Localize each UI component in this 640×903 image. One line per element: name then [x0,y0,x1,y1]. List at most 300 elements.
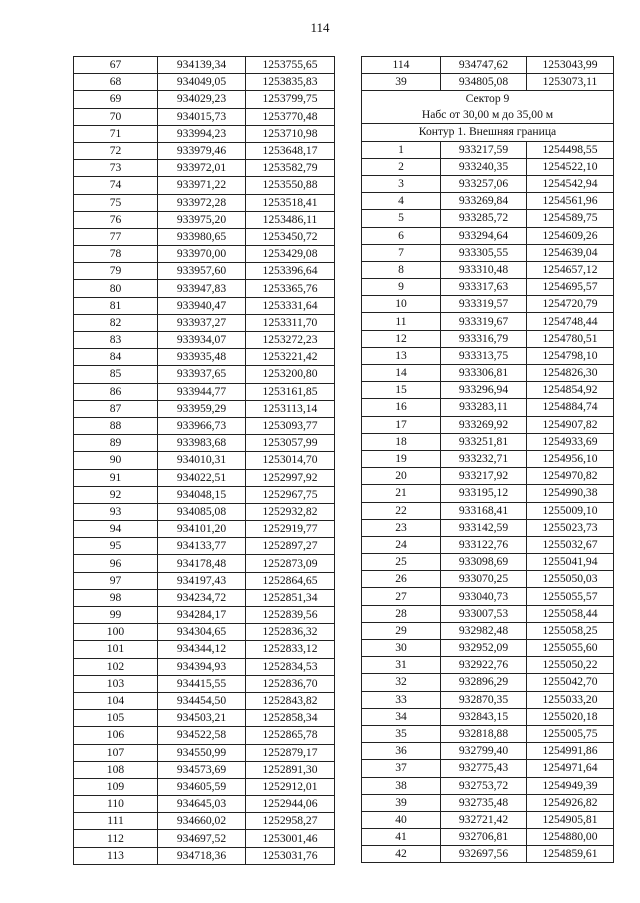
point-number-cell: 101 [74,641,158,658]
y-coordinate-cell: 1254798,10 [527,347,614,364]
y-coordinate-cell: 1252836,32 [246,624,335,641]
x-coordinate-cell: 934234,72 [158,589,246,606]
x-coordinate-cell: 934394,93 [158,658,246,675]
y-coordinate-cell: 1254907,82 [527,416,614,433]
x-coordinate-cell: 934503,21 [158,710,246,727]
x-coordinate-cell: 934284,17 [158,607,246,624]
table-row [74,142,335,159]
x-coordinate-cell: 933306,81 [441,365,527,382]
y-coordinate-cell: 1254639,04 [527,244,614,261]
x-coordinate-cell: 933310,48 [441,261,527,278]
point-number-cell: 5 [362,210,441,227]
x-coordinate-cell: 933257,06 [441,175,527,192]
point-number-cell: 96 [74,555,158,572]
x-coordinate-cell: 933240,35 [441,158,527,175]
y-coordinate-cell: 1252833,12 [246,641,335,658]
x-coordinate-cell: 934522,58 [158,727,246,744]
table-row [362,811,614,828]
y-coordinate-cell: 1253835,83 [246,74,335,91]
point-number-cell: 14 [362,365,441,382]
x-coordinate-cell: 934048,15 [158,486,246,503]
point-number-cell: 95 [74,538,158,555]
point-number-cell: 34 [362,708,441,725]
x-coordinate-cell: 933098,69 [441,554,527,571]
point-number-cell: 70 [74,108,158,125]
point-number-cell: 107 [74,744,158,761]
point-number-cell: 38 [362,777,441,794]
x-coordinate-cell: 933937,27 [158,314,246,331]
point-number-cell: 30 [362,640,441,657]
table-row [362,536,614,553]
table-row [74,589,335,606]
table-row [362,57,614,74]
table-row [362,279,614,296]
point-number-cell: 1 [362,141,441,158]
point-number-cell: 86 [74,383,158,400]
point-number-cell: 27 [362,588,441,605]
point-number-cell: 111 [74,813,158,830]
table-row [74,796,335,813]
point-number-cell: 76 [74,211,158,228]
x-coordinate-cell: 933994,23 [158,125,246,142]
point-number-cell: 104 [74,692,158,709]
point-number-cell: 94 [74,521,158,538]
point-number-cell: 22 [362,502,441,519]
table-row [362,708,614,725]
x-coordinate-cell: 933975,20 [158,211,246,228]
point-number-cell: 84 [74,349,158,366]
x-coordinate-cell: 934304,65 [158,624,246,641]
y-coordinate-cell: 1253365,76 [246,280,335,297]
table-row [362,227,614,244]
point-number-cell: 41 [362,829,441,846]
y-coordinate-cell: 1254859,61 [527,846,614,863]
point-number-cell: 93 [74,503,158,520]
contour-title: Контур 1. Внешняя граница [362,124,614,141]
table-row [362,296,614,313]
table-row [362,450,614,467]
point-number-cell: 71 [74,125,158,142]
y-coordinate-cell: 1252851,34 [246,589,335,606]
y-coordinate-cell: 1254949,39 [527,777,614,794]
x-coordinate-cell: 932697,56 [441,846,527,863]
point-number-cell: 23 [362,519,441,536]
x-coordinate-cell: 933980,65 [158,228,246,245]
y-coordinate-cell: 1254926,82 [527,794,614,811]
point-number-cell: 98 [74,589,158,606]
x-coordinate-cell: 934133,77 [158,538,246,555]
point-number-cell: 114 [362,57,441,74]
point-number-cell: 92 [74,486,158,503]
point-number-cell: 42 [362,846,441,863]
x-coordinate-cell: 933296,94 [441,382,527,399]
table-row [74,692,335,709]
table-row [74,125,335,142]
x-coordinate-cell: 933195,12 [441,485,527,502]
y-coordinate-cell: 1254970,82 [527,468,614,485]
x-coordinate-cell: 933305,55 [441,244,527,261]
x-coordinate-cell: 933944,77 [158,383,246,400]
x-coordinate-cell: 932982,48 [441,622,527,639]
y-coordinate-cell: 1252834,53 [246,658,335,675]
point-number-cell: 75 [74,194,158,211]
table-row [74,435,335,452]
table-row [74,263,335,280]
y-coordinate-cell: 1252858,34 [246,710,335,727]
table-row [362,725,614,742]
x-coordinate-cell: 934022,51 [158,469,246,486]
table-row [362,382,614,399]
point-number-cell: 31 [362,657,441,674]
y-coordinate-cell: 1253582,79 [246,160,335,177]
point-number-cell: 106 [74,727,158,744]
sector-title: Сектор 9 [465,92,510,106]
left-coordinates-table [73,56,335,865]
table-row [74,469,335,486]
y-coordinate-cell: 1252944,06 [246,796,335,813]
x-coordinate-cell: 933269,84 [441,193,527,210]
point-number-cell: 77 [74,228,158,245]
x-coordinate-cell: 933957,60 [158,263,246,280]
point-number-cell: 25 [362,554,441,571]
y-coordinate-cell: 1253001,46 [246,830,335,847]
table-row [74,452,335,469]
point-number-cell: 3 [362,175,441,192]
y-coordinate-cell: 1254542,94 [527,175,614,192]
point-number-cell: 13 [362,347,441,364]
y-coordinate-cell: 1254695,57 [527,279,614,296]
y-coordinate-cell: 1254991,86 [527,743,614,760]
table-row [74,91,335,108]
y-coordinate-cell: 1255058,25 [527,622,614,639]
point-number-cell: 18 [362,433,441,450]
y-coordinate-cell: 1253710,98 [246,125,335,142]
y-coordinate-cell: 1254589,75 [527,210,614,227]
table-row [362,193,614,210]
table-row [362,175,614,192]
y-coordinate-cell: 1253113,14 [246,400,335,417]
y-coordinate-cell: 1254748,44 [527,313,614,330]
table-row [74,710,335,727]
table-row [74,194,335,211]
table-row [74,572,335,589]
x-coordinate-cell: 932870,35 [441,691,527,708]
table-row [362,846,614,863]
table-row [74,400,335,417]
point-number-cell: 26 [362,571,441,588]
y-coordinate-cell: 1255023,73 [527,519,614,536]
x-coordinate-cell: 934139,34 [158,57,246,74]
point-number-cell: 91 [74,469,158,486]
x-coordinate-cell: 933283,11 [441,399,527,416]
table-row [362,261,614,278]
y-coordinate-cell: 1253396,64 [246,263,335,280]
point-number-cell: 80 [74,280,158,297]
table-row [362,210,614,227]
point-number-cell: 88 [74,417,158,434]
point-number-cell: 90 [74,452,158,469]
x-coordinate-cell: 933317,63 [441,279,527,296]
table-row [362,554,614,571]
x-coordinate-cell: 932952,09 [441,640,527,657]
table-row [74,57,335,74]
y-coordinate-cell: 1255050,03 [527,571,614,588]
y-coordinate-cell: 1254720,79 [527,296,614,313]
x-coordinate-cell: 934101,20 [158,521,246,538]
x-coordinate-cell: 934454,50 [158,692,246,709]
table-row [362,794,614,811]
table-row [74,160,335,177]
x-coordinate-cell: 933316,79 [441,330,527,347]
x-coordinate-cell: 934415,55 [158,675,246,692]
table-row [362,674,614,691]
x-coordinate-cell: 933070,25 [441,571,527,588]
table-row [362,485,614,502]
point-number-cell: 32 [362,674,441,691]
point-number-cell: 39 [362,794,441,811]
x-coordinate-cell: 933217,92 [441,468,527,485]
table-row [362,365,614,382]
table-row [74,658,335,675]
y-coordinate-cell: 1255009,10 [527,502,614,519]
point-number-cell: 67 [74,57,158,74]
y-coordinate-cell: 1252912,01 [246,778,335,795]
y-coordinate-cell: 1255033,20 [527,691,614,708]
y-coordinate-cell: 1253221,42 [246,349,335,366]
point-number-cell: 35 [362,725,441,742]
point-number-cell: 82 [74,314,158,331]
x-coordinate-cell: 933937,65 [158,366,246,383]
point-number-cell: 29 [362,622,441,639]
x-coordinate-cell: 934178,48 [158,555,246,572]
table-row [74,761,335,778]
table-row [74,555,335,572]
table-row [362,622,614,639]
point-number-cell: 21 [362,485,441,502]
table-row [74,417,335,434]
x-coordinate-cell: 933979,46 [158,142,246,159]
x-coordinate-cell: 933983,68 [158,435,246,452]
point-number-cell: 37 [362,760,441,777]
x-coordinate-cell: 934049,05 [158,74,246,91]
y-coordinate-cell: 1253648,17 [246,142,335,159]
table-row [74,624,335,641]
point-number-cell: 100 [74,624,158,641]
point-number-cell: 8 [362,261,441,278]
point-number-cell: 39 [362,74,441,91]
y-coordinate-cell: 1254522,10 [527,158,614,175]
table-row [74,332,335,349]
table-row [74,383,335,400]
table-row [362,141,614,158]
x-coordinate-cell: 934660,02 [158,813,246,830]
y-coordinate-cell: 1255032,67 [527,536,614,553]
point-number-cell: 17 [362,416,441,433]
table-row [74,314,335,331]
y-coordinate-cell: 1255020,18 [527,708,614,725]
table-row [362,399,614,416]
left-table-body [74,57,335,865]
point-number-cell: 103 [74,675,158,692]
y-coordinate-cell: 1254561,96 [527,193,614,210]
point-number-cell: 68 [74,74,158,91]
point-number-cell: 24 [362,536,441,553]
y-coordinate-cell: 1253031,76 [246,847,335,864]
y-coordinate-cell: 1252932,82 [246,503,335,520]
x-coordinate-cell: 932843,15 [441,708,527,725]
sector-header-cell [362,91,614,124]
y-coordinate-cell: 1255055,57 [527,588,614,605]
y-coordinate-cell: 1252864,65 [246,572,335,589]
table-row [362,313,614,330]
y-coordinate-cell: 1252891,30 [246,761,335,778]
point-number-cell: 36 [362,743,441,760]
point-number-cell: 11 [362,313,441,330]
table-row [362,640,614,657]
x-coordinate-cell: 932753,72 [441,777,527,794]
x-coordinate-cell: 934718,36 [158,847,246,864]
table-row [74,228,335,245]
point-number-cell: 9 [362,279,441,296]
x-coordinate-cell: 933269,92 [441,416,527,433]
point-number-cell: 7 [362,244,441,261]
y-coordinate-cell: 1255005,75 [527,725,614,742]
table-row [362,743,614,760]
y-coordinate-cell: 1253073,11 [527,74,614,91]
y-coordinate-cell: 1253093,77 [246,417,335,434]
y-coordinate-cell: 1252865,78 [246,727,335,744]
point-number-cell: 102 [74,658,158,675]
x-coordinate-cell: 933966,73 [158,417,246,434]
point-number-cell: 109 [74,778,158,795]
x-coordinate-cell: 934747,62 [441,57,527,74]
page-number: 114 [310,20,330,35]
table-row [362,691,614,708]
table-row [74,177,335,194]
y-coordinate-cell: 1254905,81 [527,811,614,828]
table-row [362,158,614,175]
point-number-cell: 15 [362,382,441,399]
table-row [362,519,614,536]
y-coordinate-cell: 1252967,75 [246,486,335,503]
y-coordinate-cell: 1253429,08 [246,246,335,263]
x-coordinate-cell: 932706,81 [441,829,527,846]
table-row [74,744,335,761]
y-coordinate-cell: 1254971,64 [527,760,614,777]
table-row [74,108,335,125]
table-row [362,777,614,794]
y-coordinate-cell: 1253200,80 [246,366,335,383]
point-number-cell: 110 [74,796,158,813]
right-table-body [362,57,614,863]
table-row [74,521,335,538]
x-coordinate-cell: 933168,41 [441,502,527,519]
x-coordinate-cell: 933972,28 [158,194,246,211]
y-coordinate-cell: 1253755,65 [246,57,335,74]
x-coordinate-cell: 933940,47 [158,297,246,314]
y-coordinate-cell: 1254657,12 [527,261,614,278]
table-row [362,571,614,588]
x-coordinate-cell: 932818,88 [441,725,527,742]
table-row [74,813,335,830]
y-coordinate-cell: 1253486,11 [246,211,335,228]
x-coordinate-cell: 933972,01 [158,160,246,177]
point-number-cell: 74 [74,177,158,194]
y-coordinate-cell: 1253550,88 [246,177,335,194]
y-coordinate-cell: 1252839,56 [246,607,335,624]
table-row [74,847,335,864]
x-coordinate-cell: 932735,48 [441,794,527,811]
point-number-cell: 20 [362,468,441,485]
x-coordinate-cell: 934344,12 [158,641,246,658]
x-coordinate-cell: 934197,43 [158,572,246,589]
x-coordinate-cell: 932922,76 [441,657,527,674]
x-coordinate-cell: 934605,59 [158,778,246,795]
point-number-cell: 78 [74,246,158,263]
y-coordinate-cell: 1254498,55 [527,141,614,158]
x-coordinate-cell: 934085,08 [158,503,246,520]
y-coordinate-cell: 1253272,23 [246,332,335,349]
y-coordinate-cell: 1253014,70 [246,452,335,469]
table-row [362,468,614,485]
x-coordinate-cell: 933959,29 [158,400,246,417]
y-coordinate-cell: 1252879,17 [246,744,335,761]
y-coordinate-cell: 1255041,94 [527,554,614,571]
table-row [74,727,335,744]
point-number-cell: 4 [362,193,441,210]
y-coordinate-cell: 1254609,26 [527,227,614,244]
table-row [362,416,614,433]
table-row [74,246,335,263]
y-coordinate-cell: 1254880,00 [527,829,614,846]
y-coordinate-cell: 1252836,70 [246,675,335,692]
y-coordinate-cell: 1254990,38 [527,485,614,502]
point-number-cell: 79 [74,263,158,280]
x-coordinate-cell: 932896,29 [441,674,527,691]
point-number-cell: 28 [362,605,441,622]
table-row [74,486,335,503]
x-coordinate-cell: 933319,57 [441,296,527,313]
table-row [74,778,335,795]
table-row [362,74,614,91]
table-row [74,675,335,692]
point-number-cell: 73 [74,160,158,177]
table-row [362,829,614,846]
point-number-cell: 72 [74,142,158,159]
x-coordinate-cell: 934029,23 [158,91,246,108]
point-number-cell: 12 [362,330,441,347]
y-coordinate-cell: 1252997,92 [246,469,335,486]
x-coordinate-cell: 933232,71 [441,450,527,467]
right-coordinates-table [361,56,614,863]
table-row [362,244,614,261]
point-number-cell: 99 [74,607,158,624]
y-coordinate-cell: 1252958,27 [246,813,335,830]
table-row [362,760,614,777]
y-coordinate-cell: 1253311,70 [246,314,335,331]
y-coordinate-cell: 1252843,82 [246,692,335,709]
x-coordinate-cell: 934550,99 [158,744,246,761]
point-number-cell: 16 [362,399,441,416]
x-coordinate-cell: 934010,31 [158,452,246,469]
point-number-cell: 112 [74,830,158,847]
x-coordinate-cell: 934645,03 [158,796,246,813]
x-coordinate-cell: 933285,72 [441,210,527,227]
table-row [362,605,614,622]
y-coordinate-cell: 1254826,30 [527,365,614,382]
point-number-cell: 69 [74,91,158,108]
y-coordinate-cell: 1252897,27 [246,538,335,555]
